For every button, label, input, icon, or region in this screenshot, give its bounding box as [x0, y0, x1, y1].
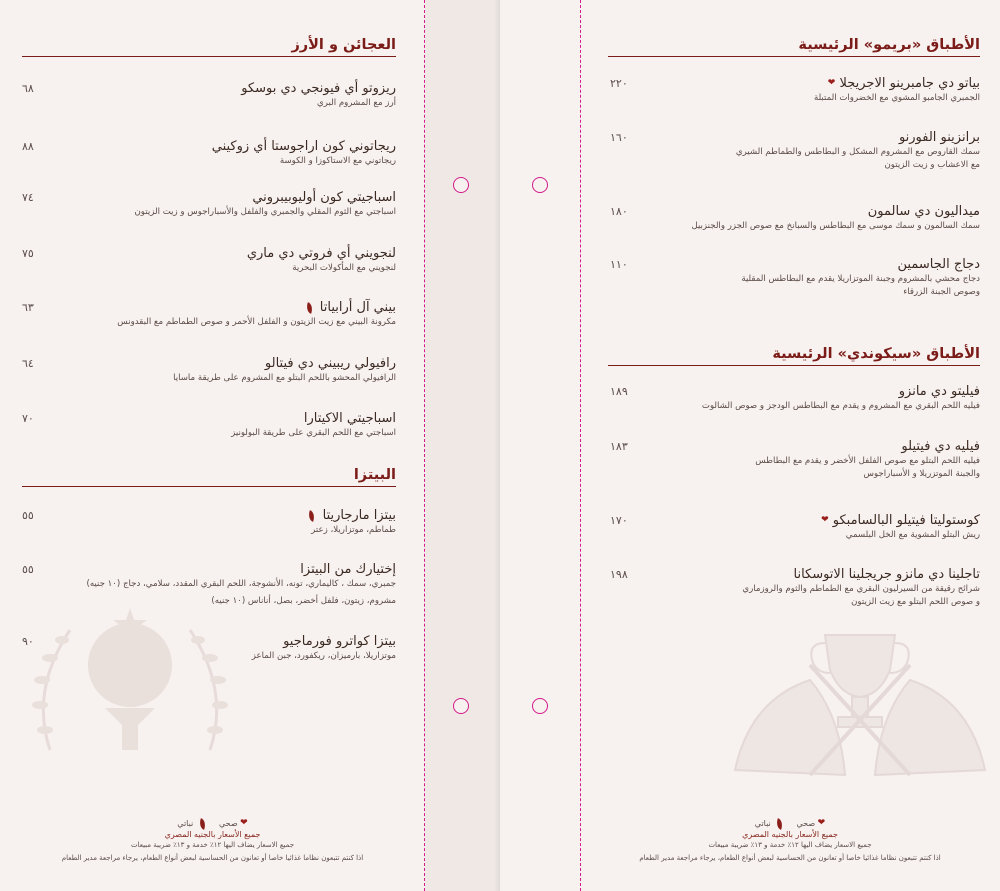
item-name: اسباجيتي كون أوليوبيبروني: [252, 190, 396, 205]
item-name: دجاج الجاسمين: [897, 257, 980, 272]
menu-item: [650, 203, 980, 233]
healthy-heart-icon: ❤: [821, 515, 829, 525]
menu-item: [30, 138, 396, 168]
item-description: لنجويني مع المأكولات البحرية: [292, 263, 396, 273]
allergy-note: اذا كنتم تتبعون نظاما غذائيا خاصا أو تعانون من الحساسية لبعض أنواع الطعام، يرجاء مراجعة مدير الطعام: [61, 854, 364, 862]
golf-trophy-watermark-icon: [20, 600, 240, 800]
vegetarian-leaf-icon: [775, 818, 785, 830]
item-description: ريجاتوني مع الاستاكوزا و الكوسة: [279, 156, 396, 166]
menu-footer: [580, 818, 1000, 863]
item-description: والجبنة الموتزريلا و الأسباراجوس: [863, 469, 980, 479]
item-name: لنجويني أي فروتي دي ماري: [246, 246, 396, 261]
healthy-heart-icon: ❤: [240, 818, 248, 828]
item-name: ريزوتو أي فيونجي دي بوسكو: [241, 81, 396, 96]
menu-gutter: [425, 0, 500, 891]
punch-hole: [532, 177, 548, 193]
item-description: شرائح رقيقة من السيرليون البقري مع الطماطم والثوم والروزماري: [742, 584, 980, 594]
pizza-section-header: [22, 467, 396, 487]
item-name: رافيولي ريبيني دي فيتالو: [264, 356, 396, 371]
menu-item: [650, 256, 980, 299]
menu-item: [30, 410, 396, 440]
secondi-section-title: الأطباق «سيكوندي» الرئيسية: [608, 346, 980, 366]
item-description: الرافيولي المحشو باللحم البتلو مع المشروم على طريقة ماسايا: [173, 373, 396, 383]
vegetarian-leaf-icon: [197, 818, 207, 830]
item-description: اسباجتي مع اللحم البقري على طريقة البولونيز: [231, 428, 396, 438]
tax-note: جميع الاسعار يضاف اليها ١٢٪ خدمة و ١٣٪ ضريبة مبيعات: [708, 841, 872, 849]
primi-section-title: الأطباق «بريمو» الرئيسية: [608, 37, 980, 57]
secondi-section-header: [608, 346, 980, 366]
punch-hole: [532, 698, 548, 714]
punch-hole: [453, 698, 469, 714]
item-description: جمبري، سمك ، كاليماري، تونه، الأنشوجة، اللحم البقري المقدد، سلامي، دجاج (١٠ جنيه): [86, 579, 396, 589]
item-description: سمك القاروص مع المشروم المشكل و البطاطس والطماطم الشيري: [735, 147, 980, 157]
item-name: كوستوليتا فيتيلو البالسامبكو ❤: [821, 513, 980, 528]
menu-item: [30, 633, 396, 663]
item-price: ٩٠: [22, 635, 34, 648]
menu-item: [30, 299, 396, 329]
item-price: ١٩٨: [610, 568, 628, 581]
item-price: ١٧٠: [610, 514, 628, 527]
menu-item: [30, 189, 396, 219]
currency-note: جميع الأسعار بالجنيه المصري: [742, 830, 838, 839]
menu-item: [650, 512, 980, 542]
item-name: ريجاتوني كون اراجوستا أي زوكيني: [211, 139, 396, 154]
allergy-note: اذا كنتم تتبعون نظاما غذائيا خاصا أو تعانون من الحساسية لبعض أنواع الطعام، يرجاء مراجعة مدير الطعام: [639, 854, 941, 862]
item-description: وصوص الجبنة الزرقاء: [903, 287, 980, 297]
item-price: ١٨٠: [610, 205, 628, 218]
item-name: بياتو دي جامبرينو الاجريجلا ❤: [827, 76, 980, 91]
item-description: فيليه اللحم البقري مع المشروم و يقدم مع البطاطس الودجز و صوص الشالوت: [701, 401, 980, 411]
menu-item: [30, 80, 396, 110]
item-price: ٨٨: [22, 140, 34, 153]
item-name: بيني آل أرابياتا: [30, 299, 396, 316]
item-price: ١٨٣: [610, 440, 628, 453]
pasta-section-header: [22, 37, 396, 57]
item-description: اسباجتي مع الثوم المقلي والجمبري والفلفل والأسباراجوس و زيت الزيتون: [134, 207, 396, 217]
menu-item: [650, 438, 980, 481]
item-price: ٧٠: [22, 412, 34, 425]
item-description: سمك السالمون و سمك موسى مع البطاطس والسبانخ مع صوص الجزر والجنزبيل: [691, 221, 980, 231]
menu-item: [30, 355, 396, 385]
item-description: فيليه اللحم البتلو مع صوص الفلفل الأخضر و يقدم مع البطاطس: [755, 456, 980, 466]
item-price: ١١٠: [610, 258, 628, 271]
item-description: مع الاعشاب و زيت الزيتون: [884, 160, 980, 170]
item-price: ٦٣: [22, 301, 34, 314]
pizza-section-title: البيتزا: [22, 467, 396, 487]
item-price: ٦٤: [22, 357, 34, 370]
menu-item: [650, 566, 980, 609]
pasta-section-title: العجائن و الأرز: [22, 37, 396, 57]
vegetarian-leaf-icon: [307, 510, 317, 522]
item-name: فيليه دي فيتيلو: [901, 439, 980, 454]
item-description: موتزاريلا، بارميزان، ريكفورد، جبن الماعز: [251, 651, 396, 661]
healthy-heart-icon: ❤: [817, 818, 826, 828]
punch-hole: [453, 177, 469, 193]
item-price: ٧٤: [22, 191, 34, 204]
menu-item: [30, 245, 396, 275]
item-price: ١٦٠: [610, 131, 628, 144]
item-name: بيتزا مارجاريتا: [30, 507, 396, 524]
item-description: مشروم، زيتون، فلفل أخضر، بصل، أناناس (١٠ جنيه): [211, 596, 396, 606]
currency-note: جميع الأسعار بالجنيه المصري: [164, 830, 261, 839]
item-name: اسباجيتي الاكيتارا: [303, 411, 396, 426]
item-description: و صوص اللحم البتلو مع زيت الزيتون: [851, 597, 980, 607]
item-description: أرز مع المشروم البري: [317, 98, 396, 108]
menu-item: [30, 507, 396, 537]
menu-item: [650, 75, 980, 105]
item-name: بيتزا كواترو فورماجيو: [283, 634, 396, 649]
trophy-watermark-icon: [730, 625, 990, 790]
item-name: إختيارك من البيتزا: [300, 562, 396, 577]
item-name: تاجلينا دي مانزو جريجلينا الاتوسكانا: [793, 567, 980, 582]
item-description: دجاج محشي بالمشروم وجبنة الموتزاريلا يقدم مع البطاطس المقلية: [741, 274, 980, 284]
item-price: ٥٥: [22, 509, 34, 522]
primi-section-header: [608, 37, 980, 57]
item-description: طماطم، موتزاريلا، زعتر: [311, 525, 396, 535]
item-description: ريش البتلو المشوية مع الخل البلسمي: [845, 530, 980, 540]
item-price: ٢٢٠: [610, 77, 628, 90]
menu-item: [650, 129, 980, 172]
item-price: ٦٨: [22, 82, 34, 95]
menu-item: [30, 561, 396, 608]
item-description: مكرونة البيني مع زيت الزيتون و الفلفل الأحمر و صوص الطماطم مع البقدونس: [117, 317, 396, 327]
item-name: فيليتو دي مانزو: [898, 384, 980, 399]
dietary-legend: ❤ صحي نباتي: [177, 818, 248, 828]
fold-line-left: [424, 0, 425, 891]
item-price: ٥٥: [22, 563, 34, 576]
vegetarian-leaf-icon: [304, 302, 314, 314]
menu-footer: [0, 818, 425, 863]
tax-note: جميع الاسعار يضاف اليها ١٢٪ خدمة و ١٣٪ ضريبة مبيعات: [130, 841, 295, 849]
menu-item: [650, 383, 980, 413]
item-name: ميداليون دي سالمون: [867, 204, 980, 219]
item-description: الجمبري الجامبو المشوي مع الخضروات المتبلة: [813, 93, 980, 103]
healthy-heart-icon: ❤: [827, 78, 836, 88]
dietary-legend: ❤ صحي نباتي: [754, 818, 826, 828]
item-name: برانزينو الفورنو: [898, 130, 980, 145]
fold-line-right: [580, 0, 581, 891]
item-price: ١٨٩: [610, 385, 628, 398]
item-price: ٧٥: [22, 247, 34, 260]
